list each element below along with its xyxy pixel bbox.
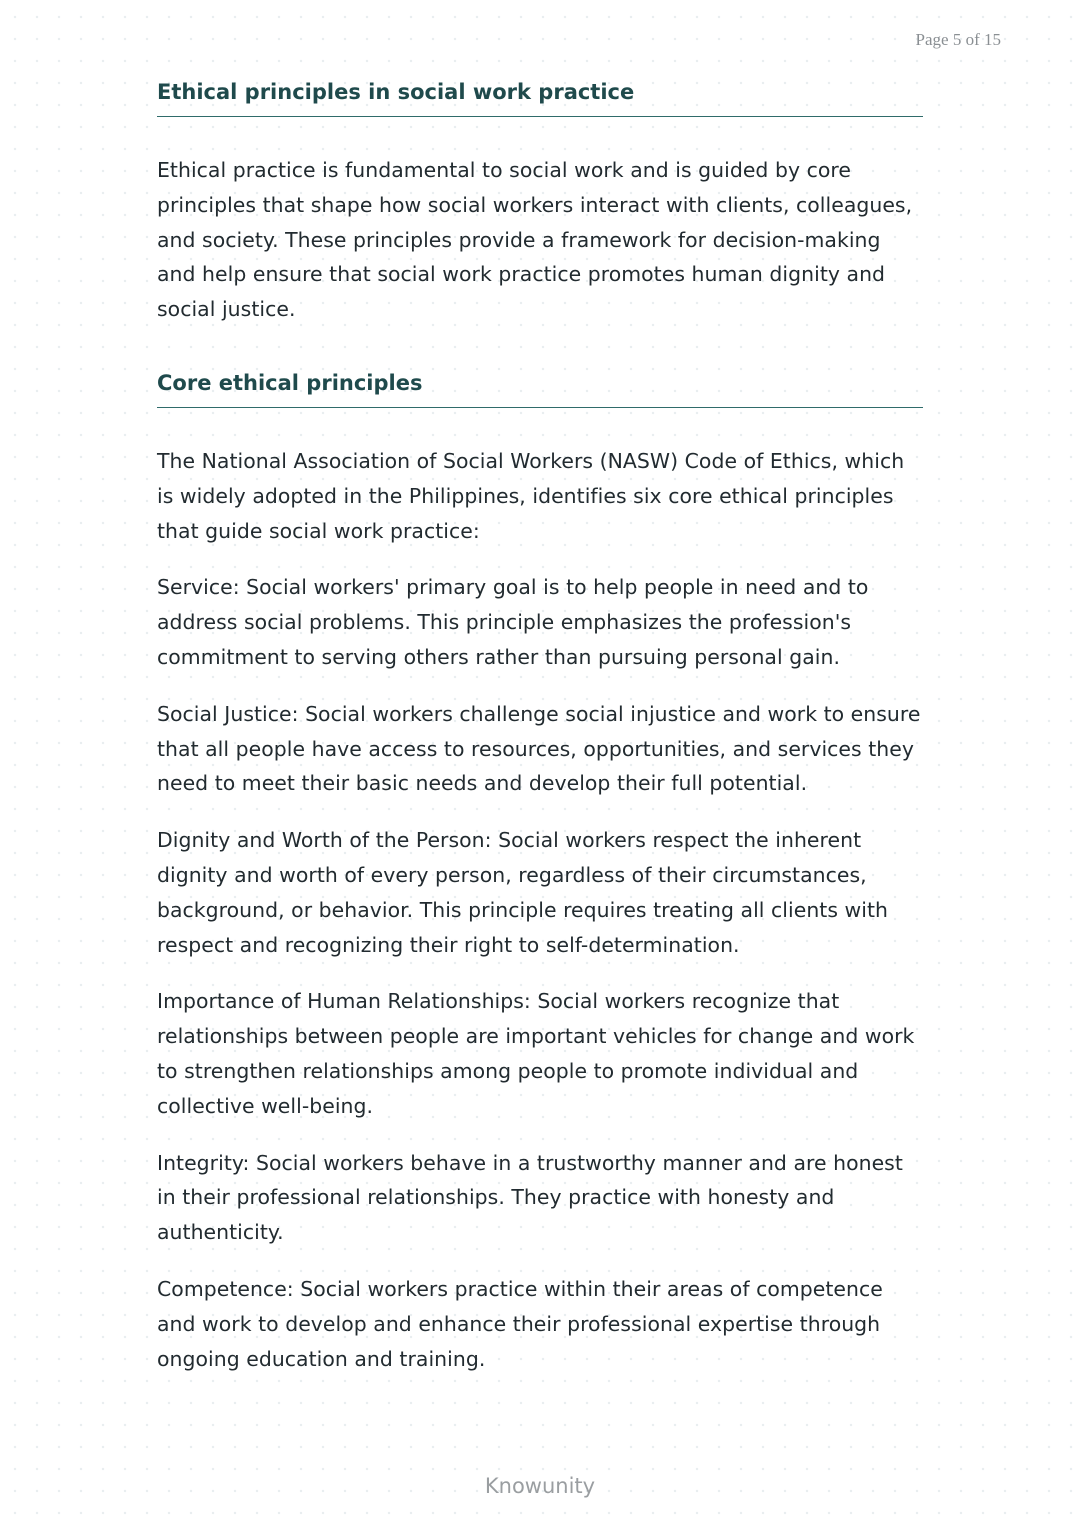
section-title-core-principles: Core ethical principles xyxy=(157,369,923,408)
principle-service: Service: Social workers' primary goal is to help people in need and to address social problems. This principle emphasizes the profession's commitment to serving others rather than pursuing personal gain. xyxy=(157,575,869,669)
document-content xyxy=(157,78,923,1398)
nasw-intro-paragraph: The National Association of Social Workers (NASW) Code of Ethics, which is widely adopted in the Philippines, identifies six core ethical principles that guide social work practice: xyxy=(157,448,905,543)
principle-dignity-worth: Dignity and Worth of the Person: Social workers respect the inherent dignity and worth of every person, regardless of their circumstances, background, or behavior. This principle requires treating all clients with respect and recognizing their right to self-determination. xyxy=(157,828,889,957)
principle-human-relationships: Importance of Human Relationships: Social workers recognize that relationships between people are important vehicles for change and work to strengthen relationships among people to promote individual and collective well-being. xyxy=(157,989,915,1118)
principle-social-justice: Social Justice: Social workers challenge social injustice and work to ensure that all people have access to resources, opportunities, and services they need to meet their basic needs and develop their full potential. xyxy=(157,701,921,796)
page-number: Page 5 of 15 xyxy=(915,30,1001,49)
brand-watermark: Knowunity xyxy=(484,1474,596,1498)
section-title-ethical-principles: Ethical principles in social work practice xyxy=(157,78,923,117)
principle-competence: Competence: Social workers practice within their areas of competence and work to develop and enhance their professional expertise through ongoing education and training. xyxy=(157,1276,883,1371)
principle-integrity: Integrity: Social workers behave in a trustworthy manner and are honest in their professional relationships. They practice with honesty and authenticity. xyxy=(157,1150,903,1245)
section-intro-paragraph: Ethical practice is fundamental to social work and is guided by core principles that shape how social workers interact with clients, colleagues, and society. These principles provide a framework for decision-making and help ensure that social work practice promotes human dignity and social justice. xyxy=(157,158,913,322)
